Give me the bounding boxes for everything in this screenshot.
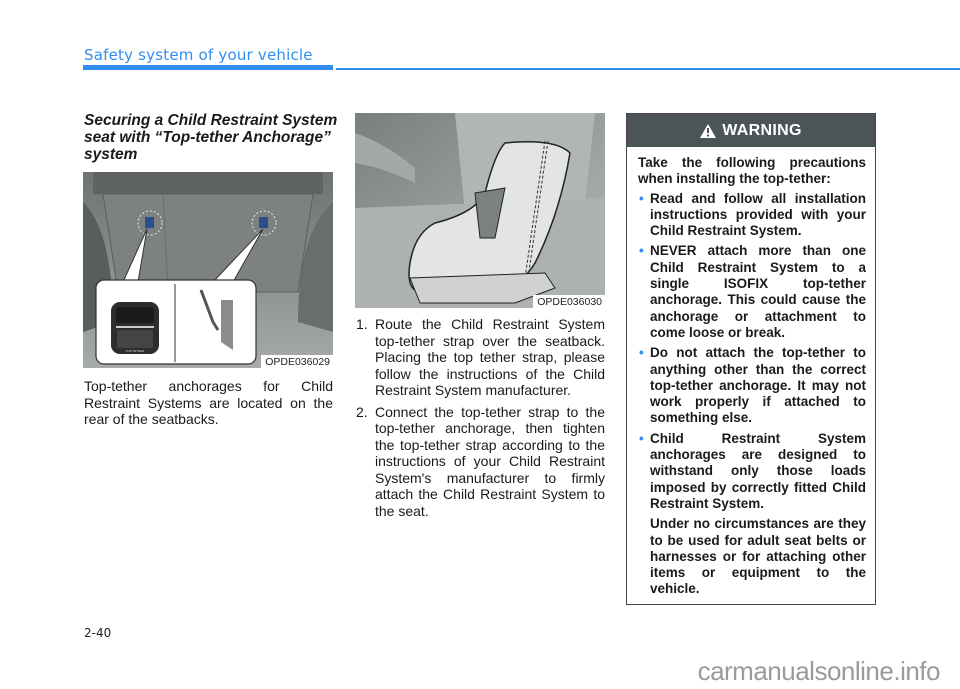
section-heading: Securing a Child Restraint System seat with “Top-tether Anchorage” system (84, 112, 338, 163)
step-item (356, 316, 605, 399)
step-number: 2. (356, 403, 368, 420)
warning-bullet (638, 191, 866, 240)
bullet-text: Child Restraint System anchorages are designed to withstand only those loads imposed by correctly fitted Child Restraint System. (650, 430, 866, 511)
warning-bullet-continuation: Under no circumstances are they to be used for adult seat belts or harnesses or for attaching other items or equipment to the vehicle. (650, 516, 866, 597)
child-seat-illustration (355, 113, 605, 308)
warning-intro: Take the following precautions when installing the top-tether: (638, 155, 866, 187)
warning-title: WARNING (722, 121, 802, 139)
watermark: carmanualsonline.info (697, 656, 940, 686)
warning-bullet (638, 345, 866, 426)
figure-child-seat (355, 113, 605, 308)
intro-paragraph: Top-tether anchorages for Child Restraint Systems are located on the rear of the seatbacks. (84, 378, 333, 427)
step-number: 1. (356, 316, 368, 332)
bullet-dot: • (639, 243, 644, 259)
bullet-text: Read and follow all installation instructions provided with your Child Restraint System. (650, 190, 866, 239)
bullet-text: NEVER attach more than one Child Restraint System to a single ISOFIX top-tether anchorage. This could cause the anchorage or attachment to come loose or break. (650, 243, 866, 340)
figure-code: OPDE036029 (261, 355, 333, 368)
warning-bullet (638, 243, 866, 341)
warning-body (627, 147, 875, 598)
figure-code: OPDE036030 (533, 295, 605, 308)
bullet-text: Do not attach the top-tether to anything other than the correct top-tether anchorage. It may not work properly if attached to something else. (650, 345, 866, 426)
bullet-dot: • (639, 190, 644, 206)
figure-trunk-anchorages (83, 172, 333, 368)
section-divider-line (336, 68, 960, 70)
section-title: Safety system of your vehicle (84, 46, 313, 64)
section-title-bar (83, 65, 333, 70)
trunk-illustration (83, 172, 333, 368)
step-text: Route the Child Restraint System top-tether strap over the seatback. Placing the top tether strap, please follow the instructions of the Child Restraint System manufacturer. (375, 316, 605, 398)
warning-triangle-icon (700, 124, 716, 138)
step-text: Connect the top-tether strap to the top-tether anchorage, then tighten the top-tether strap according to the instructions of your Child Restraint System's manufacturer to firmly attach the Child Restraint System to the seat. (375, 403, 605, 519)
warning-box (626, 113, 876, 605)
step-item (356, 404, 605, 520)
bullet-dot: • (639, 430, 644, 446)
bullet-dot: • (639, 345, 644, 361)
svg-text:TOP TETHER: TOP TETHER (125, 349, 145, 353)
warning-bullet (638, 431, 866, 512)
steps-list (356, 316, 605, 524)
page-number: 2-40 (84, 626, 112, 640)
warning-header (627, 114, 875, 147)
